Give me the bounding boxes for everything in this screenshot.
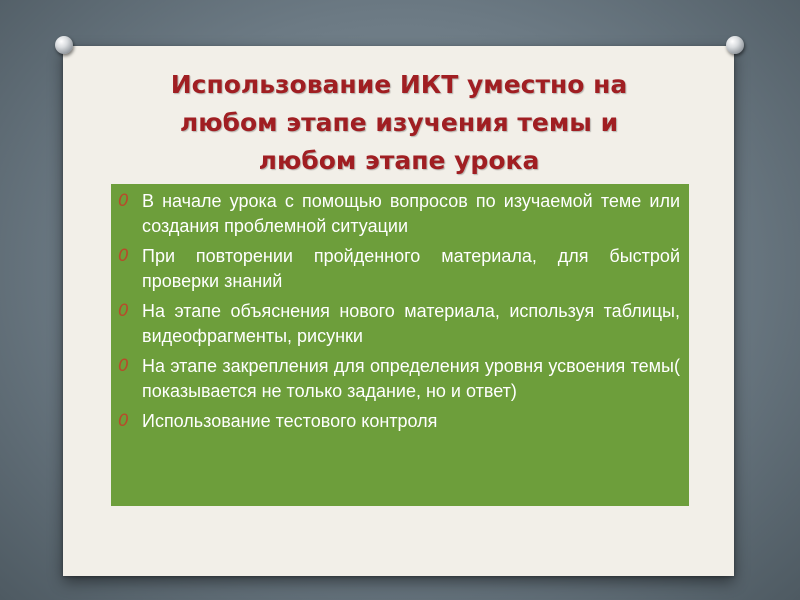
- bullet-text: На этапе объяснения нового материала, используя таблицы, видеофрагменты, рисунки: [142, 301, 680, 346]
- list-item: [118, 299, 680, 349]
- bullet-marker-icon: 0: [118, 411, 129, 431]
- bullet-text: При повторении пройденного материала, для быстрой проверки знаний: [142, 246, 680, 291]
- list-item: [118, 189, 680, 239]
- title-line: любом этапе урока: [258, 146, 540, 175]
- bullet-marker-icon: 0: [118, 246, 129, 266]
- title-line: Использование ИКТ уместно на: [170, 70, 628, 99]
- list-item: [118, 354, 680, 404]
- bullet-text: В начале урока с помощью вопросов по изучаемой теме или создания проблемной ситуации: [142, 191, 680, 236]
- pushpin-icon: [55, 36, 73, 54]
- bullet-marker-icon: 0: [118, 356, 129, 376]
- slide-title: [66, 66, 732, 180]
- title-line: любом этапе изучения темы и: [179, 108, 619, 137]
- list-item: [118, 409, 680, 434]
- bullet-list: [111, 184, 689, 434]
- bullet-marker-icon: 0: [118, 301, 129, 321]
- pushpin-icon: [726, 36, 744, 54]
- bullet-marker-icon: 0: [118, 191, 129, 211]
- bullet-text: Использование тестового контроля: [142, 411, 438, 431]
- list-item: [118, 244, 680, 294]
- bullet-text: На этапе закрепления для определения уровня усвоения темы( показывается не только задание, но и ответ): [142, 356, 680, 401]
- bullet-box: [111, 184, 689, 506]
